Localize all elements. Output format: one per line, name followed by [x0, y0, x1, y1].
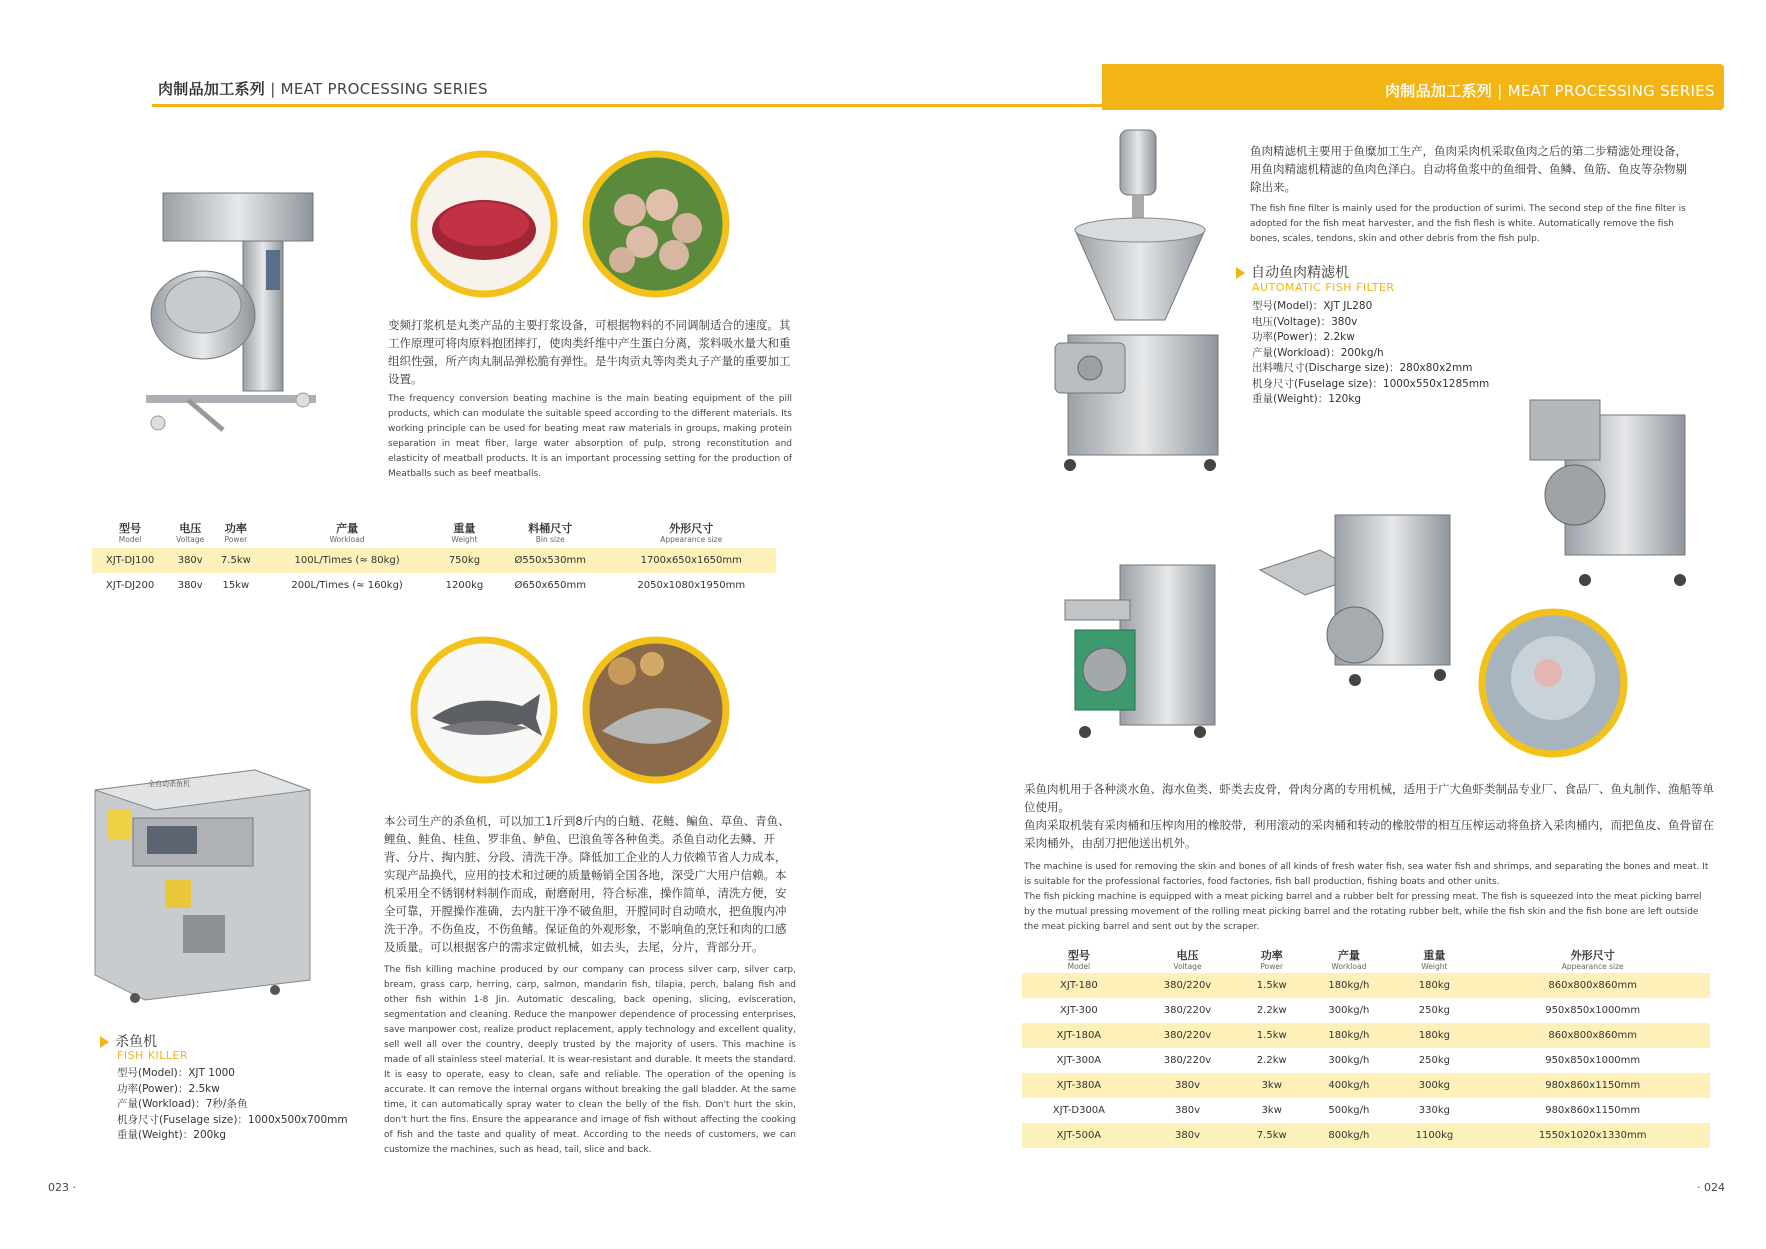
table-cell: 380/220v [1163, 1005, 1212, 1016]
col-header-en: Voltage [176, 534, 205, 544]
spec-line: 重量(Weight)：200kg [117, 1129, 227, 1141]
col-header-en: Power [224, 534, 248, 544]
table-row [1022, 1123, 1710, 1148]
table-cell: 2.2kw [1256, 1005, 1287, 1016]
table-cell: 3kw [1239, 1073, 1304, 1098]
picker-desc-en [1024, 860, 1714, 935]
table-row [1022, 1048, 1710, 1073]
fish-killer-specs [117, 1066, 417, 1144]
col-header-en: Weight [451, 534, 478, 544]
page-number-right: · 024 [1697, 1181, 1725, 1194]
col-header-en: Appearance size [1561, 961, 1624, 971]
table-cell: 750kg [435, 548, 494, 573]
col-header-en: Workload [329, 534, 365, 544]
filter-desc-en: The fish fine filter is mainly used for the production of surimi. The second step of the fine filter is adopted for the fish meat harvester, and the fish flesh is white. Automatically remove the fish bones, scales, tendons, skin and other debris from the fish pulp. [1250, 204, 1686, 244]
col-header-en: Model [118, 534, 142, 544]
fish-photo [410, 636, 558, 784]
spec-line: 功率(Power)：2.5kw [117, 1082, 220, 1095]
table-cell: XJT-D300A [1052, 1105, 1106, 1116]
left-header-en: | MEAT PROCESSING SERIES [270, 80, 488, 98]
col-header-en: Weight [1421, 961, 1448, 971]
picker-desc-en-1: The machine is used for removing the skin and bones of all kinds of fresh water fish, sea water fish and shrimps, and separating the bones and meat. It is suitable for the professional factories, food factories, fish ball production, fishing boats and other units. [1024, 862, 1709, 887]
table-cell: XJT-300 [1060, 1005, 1098, 1016]
col-header-en: Appearance size [660, 534, 723, 544]
picker-desc-cn-2: 鱼肉采取机装有采肉桶和压榨肉用的橡胶带，利用滚动的采肉桶和转动的橡胶带的相互压榨运动将鱼挤入采肉桶内，而把鱼皮、鱼骨留在采肉桶外，由刮刀把他送出机外。 [1024, 818, 1714, 850]
table-row [1022, 998, 1710, 1023]
table-row [1022, 1098, 1710, 1123]
beating-col-header [212, 518, 259, 548]
left-header [158, 78, 488, 99]
right-header-cn: 肉制品加工系列 [1385, 82, 1493, 100]
table-cell: 1100kg [1393, 1123, 1475, 1148]
col-header-en: Model [1067, 961, 1091, 971]
table-cell: 380v [1174, 1105, 1200, 1116]
filter-title [1236, 262, 1349, 282]
col-header-cn: 功率 [224, 521, 247, 535]
picker-spec-table [1022, 947, 1710, 1148]
filter-specs [1252, 299, 1572, 408]
table-row [1022, 1073, 1710, 1098]
table-cell: 380v [168, 548, 212, 573]
picker-col-header [1475, 947, 1710, 973]
right-header [1385, 80, 1715, 101]
table-cell: 950x850x1000mm [1545, 1005, 1641, 1016]
fish-killer-panel-label: 全自动杀鱼机 [148, 780, 190, 788]
spec-line: 功率(Power)：2.2kw [1252, 331, 1355, 343]
fish-killer-machine-image [85, 760, 325, 1015]
col-header-cn: 型号 [119, 521, 142, 535]
table-cell: 180kg [1393, 973, 1475, 998]
col-header-cn: 重量 [1423, 948, 1446, 962]
table-cell: 860x800x860mm [1475, 973, 1710, 998]
beating-spec-table [92, 518, 776, 598]
right-header-en: | MEAT PROCESSING SERIES [1497, 82, 1715, 100]
beating-col-header [606, 518, 776, 548]
col-header-cn: 功率 [1260, 948, 1283, 962]
table-row [92, 548, 776, 573]
table-cell: XJT-380A [1022, 1073, 1136, 1098]
beating-desc-cn: 变频打浆机是丸类产品的主要打浆设备，可根据物料的不同调制适合的速度。其工作原理可将肉原料抱团摔打，使肉类纤维中产生蛋白分离，浆料吸水量大和重组织性强，所产肉丸制品弹松脆有弹性。是牛肉贡丸等肉类丸子产量的重要加工设置。 [388, 318, 791, 386]
table-cell: 7.5kw [1239, 1123, 1304, 1148]
table-cell: 400kg/h [1304, 1073, 1393, 1098]
table-row [92, 573, 776, 598]
table-cell: 250kg [1418, 1055, 1451, 1066]
col-header-cn: 产量 [336, 521, 359, 535]
col-header-en: Power [1260, 961, 1284, 971]
table-cell: 860x800x860mm [1475, 1023, 1710, 1048]
table-cell: 1200kg [445, 580, 484, 591]
fish-killer-title [100, 1031, 157, 1051]
table-cell: 380/220v [1163, 1055, 1212, 1066]
table-cell: 200L/Times (≈ 160kg) [291, 580, 403, 591]
beating-col-header [168, 518, 212, 548]
table-cell: 1.5kw [1239, 973, 1304, 998]
bullet-triangle-icon [1236, 267, 1245, 279]
table-cell: 180kg/h [1304, 1023, 1393, 1048]
col-header-cn: 型号 [1067, 948, 1090, 962]
spec-line: 型号(Model)：XJT 1000 [117, 1067, 235, 1079]
picker-desc-en-2: The fish picking machine is equipped with a meat picking barrel and a rubber belt for pressing meat. The fish is squeezed into the meat picking barrel by the mutual pressing movement of the rolling meat picking barrel and the rotating rubber belt, while the fish skin and the fish bone are left outside the meat picking barrel and sent out by the scraper. [1024, 892, 1702, 932]
spec-line: 型号(Model)：XJT JL280 [1252, 300, 1373, 312]
picker-col-header [1022, 947, 1136, 973]
filter-subtitle: AUTOMATIC FISH FILTER [1252, 281, 1395, 294]
fish-picker-machine-a-image [1525, 395, 1700, 595]
table-row [1022, 973, 1710, 998]
table-cell: 300kg [1393, 1073, 1475, 1098]
cooked-fish-photo [582, 636, 730, 784]
table-cell: 380/220v [1136, 973, 1239, 998]
beating-col-header [259, 518, 434, 548]
fish-picker-machine-b-image [1255, 495, 1470, 695]
fish-meat-closeup-photo [1478, 608, 1628, 758]
fish-filter-machine-image [1050, 125, 1240, 475]
picker-desc-cn-1: 采鱼肉机用于各种淡水鱼、海水鱼类、虾类去皮骨，骨肉分离的专用机械，适用于广大鱼虾类制品专业厂、食品厂、鱼丸制作、渔船等单位使用。 [1024, 782, 1714, 814]
table-cell: 380v [177, 580, 203, 591]
table-cell: XJT-DJ200 [105, 580, 155, 591]
table-cell: 300kg/h [1328, 1005, 1370, 1016]
spec-line: 重量(Weight)：120kg [1252, 393, 1362, 405]
col-header-cn: 电压 [1176, 948, 1199, 962]
beating-machine-image [128, 185, 338, 455]
col-header-cn: 料桶尺寸 [528, 521, 573, 535]
table-cell: 380/220v [1136, 1023, 1239, 1048]
spec-line: 电压(Voltage)：380v [1252, 315, 1358, 328]
col-header-en: Bin size [535, 534, 565, 544]
picker-col-header [1393, 947, 1475, 973]
table-cell: 1550x1020x1330mm [1475, 1123, 1710, 1148]
col-header-cn: 电压 [179, 521, 202, 535]
spec-line: 产量(Workload)：200kg/h [1252, 346, 1384, 359]
table-cell: 330kg [1418, 1105, 1451, 1116]
table-cell: XJT-180A [1022, 1023, 1136, 1048]
table-cell: Ø650x650mm [514, 580, 586, 591]
spec-line: 出料嘴尺寸(Discharge size)：280x80x2mm [1252, 362, 1473, 374]
table-cell: 800kg/h [1304, 1123, 1393, 1148]
picker-col-header [1136, 947, 1239, 973]
table-cell: 1700x650x1650mm [606, 548, 776, 573]
table-cell: 7.5kw [212, 548, 259, 573]
col-header-en: Voltage [1173, 961, 1202, 971]
table-cell: XJT-180 [1022, 973, 1136, 998]
table-cell: 300kg/h [1328, 1055, 1370, 1066]
fish-killer-title-cn: 杀鱼机 [115, 1034, 157, 1050]
table-cell: 100L/Times (≈ 80kg) [259, 548, 434, 573]
table-cell: 15kw [222, 580, 250, 591]
fish-killer-subtitle: FISH KILLER [117, 1049, 189, 1062]
page-number-left: 023 · [48, 1181, 76, 1194]
table-cell: 1.5kw [1239, 1023, 1304, 1048]
filter-title-cn: 自动鱼肉精滤机 [1251, 265, 1349, 281]
table-cell: 950x850x1000mm [1545, 1055, 1641, 1066]
table-cell: XJT-DJ100 [92, 548, 168, 573]
col-header-cn: 产量 [1337, 948, 1360, 962]
picker-desc-cn [1024, 780, 1714, 852]
table-cell: XJT-500A [1022, 1123, 1136, 1148]
spec-line: 机身尺寸(Fuselage size)：1000x500x700mm [117, 1113, 348, 1126]
table-cell: Ø550x530mm [494, 548, 606, 573]
col-header-en: Workload [1331, 961, 1367, 971]
fish-killer-desc-en: The fish killing machine produced by our company can process silver carp, silver carp, bream, grass carp, herring, carp, salmon, mandarin fish, tilapia, perch, balang fish and other fish within 1-8 Jin. Automatic descaling, back opening, slicing, evisceration, segmentation and cleaning. Reduce the manpower dependence of processing enterprises, save manpower cost, realize product replacement, apply technology and excellent quality, sell well all over the country, deeply trusted by the majority of users. This machine is made of all stainless steel material. It is wear-resistant and durable. It meets the standard. It is easy to operate, easy to clean, safe and reliable. The operation of the opening is accurate. It can remove the internal organs without breaking the gall bladder. At the same time, it can automatically spray water to clean the belly of the fish. Don't hurt the skin, don't hurt the fins. Ensure the appearance and image of fish without affecting the cooking of fish and the taste and quality of meat. According to the needs of customers, we can customize the machines, such as head, tail, slice and back. [384, 965, 796, 1155]
picker-col-header [1304, 947, 1393, 973]
minced-meat-photo [410, 150, 558, 298]
table-cell: 380v [1136, 1073, 1239, 1098]
beating-desc-en: The frequency conversion beating machine is the main beating equipment of the pill products, which can modulate the suitable speed according to the different materials. Its working principle can be used for beating meat raw materials in groups, making protein separation in meat fiber, large water absorption of pulp, strong reconstitution and elasticity of meatball products. It is an important processing setting for the production of Meatballs such as beef meatballs. [388, 394, 792, 479]
table-cell: 500kg/h [1328, 1105, 1370, 1116]
filter-desc-cn: 鱼肉精滤机主要用于鱼糜加工生产，鱼肉采肉机采取鱼肉之后的第二步精滤处理设备，用鱼肉精滤机精滤的鱼肉色泽白。自动将鱼浆中的鱼细骨、鱼鳞、鱼筋、鱼皮等杂物剔除出来。 [1250, 144, 1687, 194]
bullet-triangle-icon [100, 1036, 109, 1048]
table-cell: 980x860x1150mm [1475, 1073, 1710, 1098]
table-cell: 2050x1080x1950mm [637, 580, 746, 591]
table-cell: 980x860x1150mm [1545, 1105, 1641, 1116]
picker-col-header [1239, 947, 1304, 973]
fish-picker-machine-c-image [1060, 560, 1230, 745]
fish-killer-desc-cn: 本公司生产的杀鱼机，可以加工1斤到8斤内的白鲢、花鲢、鳊鱼、草鱼、青鱼、鲤鱼、鲑鱼、桂鱼、罗非鱼、鲈鱼、巴浪鱼等各种鱼类。杀鱼自动化去鳞、开背、分片、掏内脏、分段、清洗干净。降低加工企业的人力依赖节省人力成本，实现产品换代，应用的技术和过硬的质量畅销全国各地，深受广大用户信赖。本机采用全不锈钢材料制作而成，耐磨耐用，符合标准，操作简单，清洗方便，安全可靠，开膛操作准确，去内脏干净不破鱼胆，开膛同时自动喷水，把鱼腹内冲洗干净。不伤鱼皮，不伤鱼鳍。保证鱼的外观形象，不影响鱼的烹饪和肉的口感及质量。可以根据客户的需求定做机械，如去头，去尾，分片，背部分开。 [384, 814, 790, 954]
table-cell: 2.2kw [1256, 1055, 1287, 1066]
col-header-cn: 重量 [453, 521, 476, 535]
table-cell: 180kg [1393, 1023, 1475, 1048]
table-cell: XJT-300A [1056, 1055, 1102, 1066]
table-cell: 250kg [1418, 1005, 1451, 1016]
left-header-cn: 肉制品加工系列 [158, 80, 266, 98]
col-header-cn: 外形尺寸 [1570, 948, 1615, 962]
spec-line: 产量(Workload)：7秒/条鱼 [117, 1098, 248, 1110]
col-header-cn: 外形尺寸 [669, 521, 714, 535]
table-cell: 380v [1136, 1123, 1239, 1148]
meatballs-photo [582, 150, 730, 298]
spec-line: 机身尺寸(Fuselage size)：1000x550x1285mm [1252, 377, 1490, 390]
beating-col-header [494, 518, 606, 548]
table-cell: 3kw [1261, 1105, 1282, 1116]
table-row [1022, 1023, 1710, 1048]
beating-col-header [435, 518, 494, 548]
beating-col-header [92, 518, 168, 548]
table-cell: 180kg/h [1304, 973, 1393, 998]
